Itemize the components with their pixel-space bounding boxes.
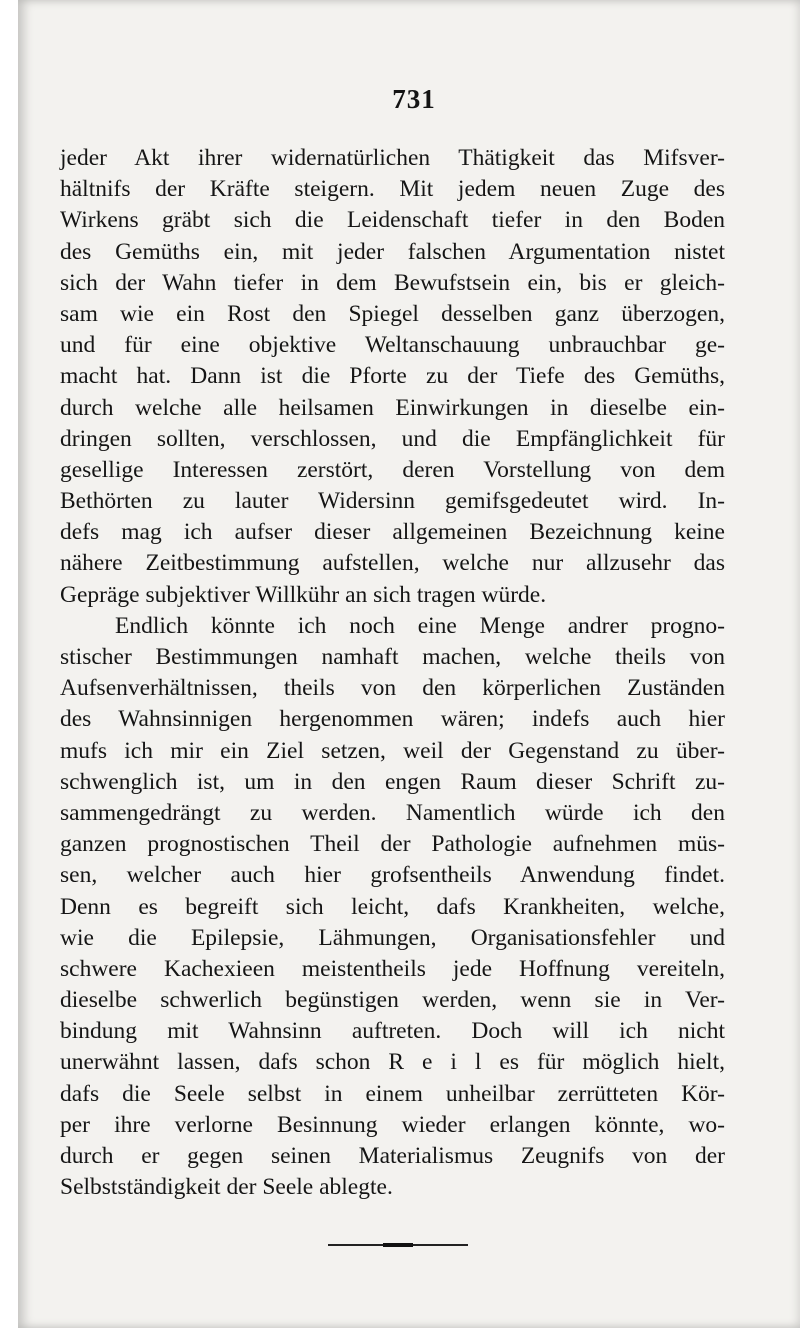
text-line: sich der Wahn tiefer in dem Bewufstsein ein, bis er gleich- bbox=[60, 269, 725, 296]
text-line: Endlich könnte ich noch eine Menge andrer progno- bbox=[115, 612, 725, 639]
text-line: Denn es begreift sich leicht, dafs Krankheiten, welche, bbox=[60, 893, 725, 920]
end-rule bbox=[328, 1244, 468, 1246]
body-text bbox=[60, 143, 725, 1203]
text-line: hältnifs der Kräfte steigern. Mit jedem neuen Zuge des bbox=[60, 176, 725, 203]
text-line: sammengedrängt zu werden. Namentlich würde ich den bbox=[60, 799, 725, 826]
text-line: Gepräge subjektiver Willkühr an sich tragen würde. bbox=[60, 581, 547, 608]
text-line: defs mag ich aufser dieser allgemeinen Bezeichnung keine bbox=[60, 519, 725, 546]
text-line: und für eine objektive Weltanschauung unbrauchbar ge- bbox=[60, 332, 725, 359]
text-line: nähere Zeitbestimmung aufstellen, welche nur allzusehr das bbox=[60, 550, 725, 577]
text-line: per ihre verlorne Besinnung wieder erlangen könnte, wo- bbox=[60, 1111, 725, 1138]
text-line: stischer Bestimmungen namhaft machen, welche theils von bbox=[60, 644, 725, 670]
text-line: mufs ich mir ein Ziel setzen, weil der Gegenstand zu über- bbox=[60, 737, 725, 764]
text-line: des Wahnsinnigen hergenommen wären; indefs auch hier bbox=[60, 706, 725, 733]
text-line: unerwähnt lassen, dafs schon R e i l es für möglich hielt, bbox=[60, 1049, 725, 1076]
page-number: 731 bbox=[392, 84, 436, 114]
text-line: Wirkens gräbt sich die Leidenschaft tiefer in den Boden bbox=[60, 207, 725, 234]
text-line: gesellige Interessen zerstört, deren Vorstellung von dem bbox=[60, 456, 725, 483]
text-line: macht hat. Dann ist die Pforte zu der Tiefe des Gemüths, bbox=[60, 363, 725, 390]
text-line: wie die Epilepsie, Lähmungen, Organisationsfehler und bbox=[60, 924, 725, 951]
text-line: bindung mit Wahnsinn auftreten. Doch will ich nicht bbox=[60, 1018, 725, 1045]
text-line: des Gemüths ein, mit jeder falschen Argumentation nistet bbox=[60, 238, 725, 265]
text-line: durch er gegen seinen Materialismus Zeugnifs von der bbox=[60, 1143, 725, 1169]
text-line: schwere Kachexieen meistentheils jede Hoffnung vereiteln, bbox=[60, 955, 725, 982]
text-line: dafs die Seele selbst in einem unheilbar zerrütteten Kör- bbox=[60, 1080, 725, 1107]
text-line: dieselbe schwerlich begünstigen werden, wenn sie in Ver- bbox=[60, 987, 725, 1014]
text-line: Selbstständigkeit der Seele ablegte. bbox=[60, 1174, 393, 1201]
text-line: sen, welcher auch hier grofsentheils Anwendung findet. bbox=[60, 862, 725, 889]
text-line: jeder Akt ihrer widernatürlichen Thätigkeit das Mifsver- bbox=[60, 145, 725, 171]
text-line: schwenglich ist, um in den engen Raum dieser Schrift zu- bbox=[60, 768, 725, 795]
book-page bbox=[18, 0, 800, 1328]
text-line: Bethörten zu lauter Widersinn gemifsgedeutet wird. In- bbox=[60, 488, 725, 515]
text-line: durch welche alle heilsamen Einwirkungen in dieselbe ein- bbox=[60, 394, 725, 421]
text-line: sam wie ein Rost den Spiegel desselben ganz überzogen, bbox=[60, 300, 725, 327]
text-line: Aufsenverhältnissen, theils von den körperlichen Zuständen bbox=[60, 675, 725, 702]
text-line: ganzen prognostischen Theil der Pathologie aufnehmen müs- bbox=[60, 831, 725, 858]
text-line: dringen sollten, verschlossen, und die Empfänglichkeit für bbox=[60, 425, 725, 452]
